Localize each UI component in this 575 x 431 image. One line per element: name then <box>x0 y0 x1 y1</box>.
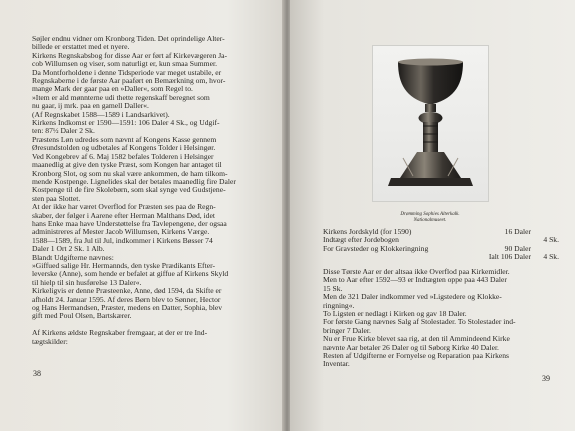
text-line: »Giffued salige Hr. Hermannds, den tyske Prædikants Efter- <box>32 260 215 270</box>
text-line: maanedlig at give den tyske Præst, som Kongen har antaget til <box>32 160 222 170</box>
text-line: »Item er ald mønnterne udi thette regenskaff beregnet som <box>32 92 210 102</box>
text-line: Kirkens Regnskabsbog for disse Aar er ført af Kirkevægeren Ja- <box>32 50 228 60</box>
right-page <box>290 0 575 431</box>
account-v1: 90 Daler <box>504 243 531 253</box>
page-number-right: 39 <box>542 374 550 383</box>
text-line: Præstens Løn udredes som nævnt af Kongens Kasse gennem <box>32 134 217 144</box>
text-line: Kostpenge til de fire Skolebørn, som skal synge ved Gudstjene- <box>32 185 226 195</box>
text-line: Disse Tørste Aar er der altsaa ikke Overflod paa Kirkemidler. <box>323 267 510 276</box>
left-page <box>0 0 284 431</box>
text-line: 15 Sk. <box>323 283 343 293</box>
account-label: Indtægt efter Jordebogen <box>323 235 399 245</box>
text-line: administreres af Mester Jacob Willumsen, Kirkens Værge. <box>32 227 210 237</box>
text-line: leverske (Anne), som hende er befalet at giffue af Kirkens Skyld <box>32 269 229 279</box>
page-number-left: 38 <box>33 369 41 378</box>
text-line: Søjler endnu vidner om Kronborg Tiden. Det oprindelige Alter- <box>32 34 225 43</box>
text-line: Nu er Frue Kirke blevet saa rig, at den til Ammindeend Kirke <box>323 334 510 344</box>
text-line: Inventar. <box>323 359 350 369</box>
account-row <box>323 253 559 261</box>
text-line: og Hans Hermandsen, Præster, medens en Datter, Sophia, blev <box>32 303 223 312</box>
right-page-text <box>323 268 559 369</box>
text-line: hans Enke maa have Understøttelse fra Tavlepengene, der ogsaa <box>32 218 227 228</box>
text-line: cob Willumsen og viser, som naturligt er, kun smaa Summer. <box>32 59 217 69</box>
text-line: sten paa Slottet. <box>32 193 81 203</box>
text-line: tægtskilder: <box>32 336 68 346</box>
account-v1: Ialt 106 Daler <box>488 252 531 262</box>
text-line: Af Kirkens ældste Regnskaber fremgaar, at der er tre Ind- <box>32 328 208 338</box>
photo-caption <box>360 212 500 224</box>
text-line: Daler 1 Ort 2 Sk. 1 Alb. <box>32 244 105 254</box>
text-line: Regnskaberne i de første Aar paaført en Bemærkning om, hvor- <box>32 76 226 86</box>
account-v1: 16 Daler <box>504 227 531 236</box>
chalice-image <box>373 46 488 201</box>
account-v2: 4 Sk. <box>543 252 559 262</box>
text-line: Kirkeligvis er denne Præsteenke, Anne, død 1594, da Skifte er <box>32 286 222 296</box>
text-line: 1588—1589, fra Jul til Jul, indkommer i Kirkens Bøsser 74 <box>32 235 213 245</box>
text-line: Men to Aar efter 1592—93 er Indtægten oppe paa 443 Daler <box>323 275 507 285</box>
text-line: nævnte Aar betaler 26 Daler og til Søborg Kirke 40 Daler. <box>323 342 499 352</box>
text-line: Men de 321 Daler indkommer ved »Ligstedere og Klokke- <box>323 292 502 302</box>
text-line: Blandt Udgifterne nævnes: <box>32 252 114 262</box>
left-page-text <box>32 35 264 346</box>
account-label: For Gravsteder og Klokkeringning <box>323 243 429 253</box>
text-line: nu gaar, ij mrk. paa en gamell Daller«. <box>32 101 149 111</box>
account-v2: 4 Sk. <box>543 235 559 245</box>
text-line: (Af Regnskabet 1588—1589 i Landsarkivet). <box>32 109 170 119</box>
text-line: Kirkens Indkomst er 1590—1591: 106 Daler 4 Sk., og Udgif- <box>32 118 220 128</box>
text-line: mende Kostpenge. Lignelides skal der betales maanedlig fire Daler <box>32 176 236 186</box>
text-line: gift med Poul Olsen, Bartskærer. <box>32 311 132 321</box>
account-label <box>323 253 471 261</box>
account-label: Kirkens Jordskyld (for 1590) <box>323 227 412 236</box>
text-line: afholdt 24. Januar 1595. Af deres Børn blev to Sønner, Hector <box>32 294 221 304</box>
text-line: Ved Kongebrev af 6. Maj 1582 befales Tolderen i Helsinger <box>32 151 214 161</box>
text-line: Øresundstolden og udbetales af Kongens Tolder i Helsingør. <box>32 143 216 153</box>
text-line: bringer 7 Daler. <box>323 325 371 335</box>
accounts-table <box>323 228 559 262</box>
text-line: Da Montforholdene i denne Tidsperiode var meget ustabile, er <box>32 67 222 77</box>
caption-line: Nationalmuseet. <box>413 218 447 223</box>
text-line: til hielp til sin husførelse 13 Daler«. <box>32 277 142 287</box>
text-line: skaber, der følger i Aarene efter Herman Malthans Død, idet <box>32 210 215 220</box>
chalice-photo <box>372 45 489 202</box>
text-line: ten: 87½ Daler 2 Sk. <box>32 126 95 136</box>
text-line: billede er erstattet med et nyere. <box>32 42 130 52</box>
text-line: For første Gang nævnes Salg af Stolestader. To Stolestader ind- <box>323 317 516 327</box>
text-line: To Ligsten er nedlagt i Kirken og gav 18 Daler. <box>323 309 467 319</box>
text-line: At der ikke har været Overflod for Præsten ses paa de Regn- <box>32 202 216 212</box>
text-line: mange Mark der gaar paa en »Daller«, som Regel to. <box>32 84 193 94</box>
text-line: Resten af Udgifterne er Fornyelse og Reparation paa Kirkens <box>323 351 509 361</box>
text-line: ringning«. <box>323 300 355 310</box>
text-line: Kronborg Slot, og som nu skal være ankommen, de ham tilkom- <box>32 168 228 178</box>
caption-line: Drømming Sophies Alterkalk. <box>400 212 460 217</box>
